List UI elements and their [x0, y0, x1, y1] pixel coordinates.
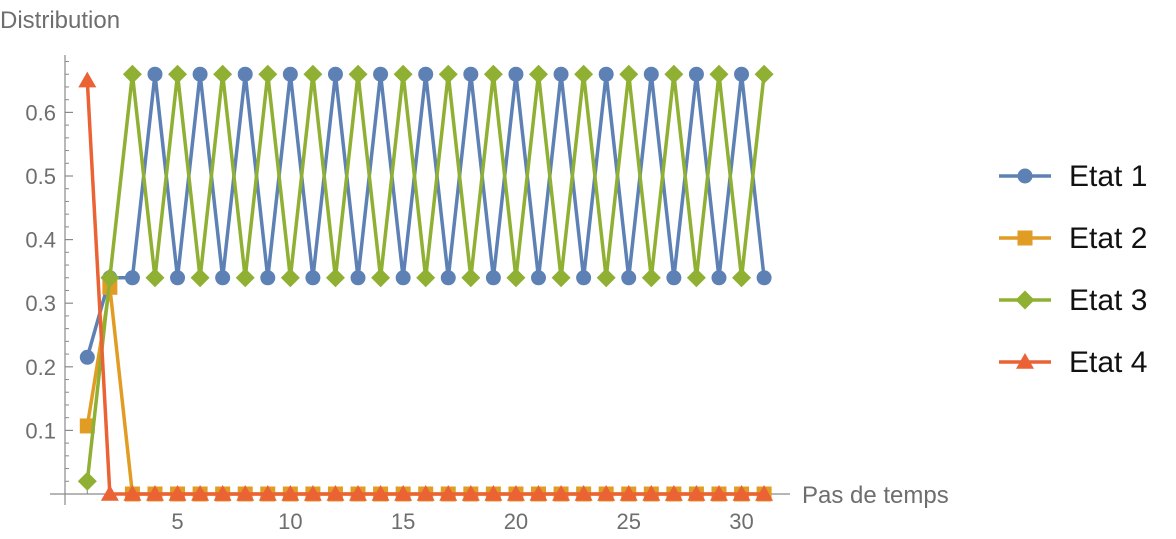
y-tick-label: 0.2 [25, 354, 56, 380]
data-point-etat-1 [305, 270, 320, 285]
data-point-etat-3 [597, 268, 616, 287]
data-point-etat-3 [529, 65, 548, 84]
data-point-etat-1 [666, 270, 681, 285]
legend-marker-etat-3 [1016, 291, 1035, 310]
legend-marker-etat-1 [1018, 169, 1033, 184]
legend-marker-etat-2 [1018, 231, 1033, 246]
data-point-etat-1 [711, 270, 726, 285]
data-point-etat-1 [328, 67, 343, 82]
data-point-etat-1 [125, 270, 140, 285]
y-tick-label: 0.6 [25, 100, 56, 126]
data-point-etat-1 [554, 67, 569, 82]
series-line-etat-2 [87, 287, 764, 494]
data-point-etat-3 [574, 65, 593, 84]
data-point-etat-1 [215, 270, 230, 285]
data-point-etat-1 [351, 270, 366, 285]
legend-label-etat-3: Etat 3 [1069, 284, 1148, 317]
data-point-etat-3 [349, 65, 368, 84]
data-point-etat-1 [170, 270, 185, 285]
y-axis-label: Distribution [0, 7, 121, 34]
data-point-etat-3 [303, 65, 322, 84]
data-point-etat-3 [123, 65, 142, 84]
data-point-etat-1 [757, 270, 772, 285]
data-point-etat-3 [78, 472, 97, 491]
data-point-etat-1 [531, 270, 546, 285]
data-point-etat-1 [463, 67, 478, 82]
data-point-etat-1 [621, 270, 636, 285]
legend-label-etat-4: Etat 4 [1069, 346, 1148, 379]
legend-label-etat-2: Etat 2 [1069, 222, 1148, 255]
data-point-etat-1 [441, 270, 456, 285]
data-point-etat-1 [283, 67, 298, 82]
series-etat-2 [80, 280, 772, 502]
data-point-etat-3 [326, 268, 345, 287]
data-point-etat-1 [599, 67, 614, 82]
x-tick-label: 20 [503, 509, 529, 534]
data-point-etat-3 [732, 268, 751, 287]
data-point-etat-3 [552, 268, 571, 287]
data-point-etat-1 [238, 67, 253, 82]
series-line-etat-4 [87, 81, 764, 494]
data-point-etat-1 [508, 67, 523, 82]
y-tick-label: 0.5 [25, 164, 56, 189]
data-point-etat-3 [281, 268, 300, 287]
legend-item-etat-2 [999, 222, 1147, 255]
legend-item-etat-4 [999, 346, 1147, 379]
data-point-etat-3 [484, 65, 503, 84]
x-tick-label: 30 [729, 509, 754, 534]
data-point-etat-1 [576, 270, 591, 285]
y-tick-label: 0.1 [25, 418, 56, 444]
series-line-etat-1 [87, 74, 764, 357]
x-tick-label: 5 [171, 509, 184, 534]
y-tick-label: 0.3 [25, 291, 56, 317]
data-point-etat-3 [687, 268, 706, 287]
x-axis-label: Pas de temps [802, 482, 949, 509]
data-point-etat-3 [371, 268, 390, 287]
data-point-etat-3 [145, 268, 164, 287]
data-point-etat-3 [168, 65, 187, 84]
series-etat-1 [80, 67, 772, 365]
data-point-etat-3 [191, 268, 210, 287]
x-tick-label: 15 [390, 509, 416, 534]
data-point-etat-1 [193, 67, 208, 82]
x-tick-label: 25 [616, 509, 641, 534]
data-point-etat-3 [664, 65, 683, 84]
data-point-etat-4 [78, 72, 96, 88]
data-point-etat-3 [236, 268, 255, 287]
data-point-etat-3 [642, 268, 661, 287]
y-tick-label: 0.4 [25, 227, 56, 253]
data-point-etat-1 [418, 67, 433, 82]
data-point-etat-1 [147, 67, 162, 82]
data-point-etat-3 [439, 65, 458, 84]
data-point-etat-1 [373, 67, 388, 82]
data-point-etat-1 [396, 270, 411, 285]
data-point-etat-1 [734, 67, 749, 82]
data-point-etat-1 [689, 67, 704, 82]
data-point-etat-1 [260, 270, 275, 285]
series-layer [78, 65, 774, 502]
data-point-etat-1 [644, 67, 659, 82]
legend-label-etat-1: Etat 1 [1069, 160, 1148, 193]
data-point-etat-3 [394, 65, 413, 84]
data-point-etat-3 [461, 268, 480, 287]
data-point-etat-1 [80, 350, 95, 365]
x-tick-label: 10 [278, 509, 303, 534]
data-point-etat-3 [709, 65, 728, 84]
data-point-etat-3 [755, 65, 774, 84]
data-point-etat-3 [506, 268, 525, 287]
legend [999, 160, 1147, 379]
legend-item-etat-3 [999, 284, 1147, 317]
data-point-etat-1 [486, 270, 501, 285]
legend-item-etat-1 [999, 160, 1147, 193]
data-point-etat-3 [619, 65, 638, 84]
data-point-etat-3 [213, 65, 232, 84]
data-point-etat-3 [258, 65, 277, 84]
data-point-etat-3 [416, 268, 435, 287]
